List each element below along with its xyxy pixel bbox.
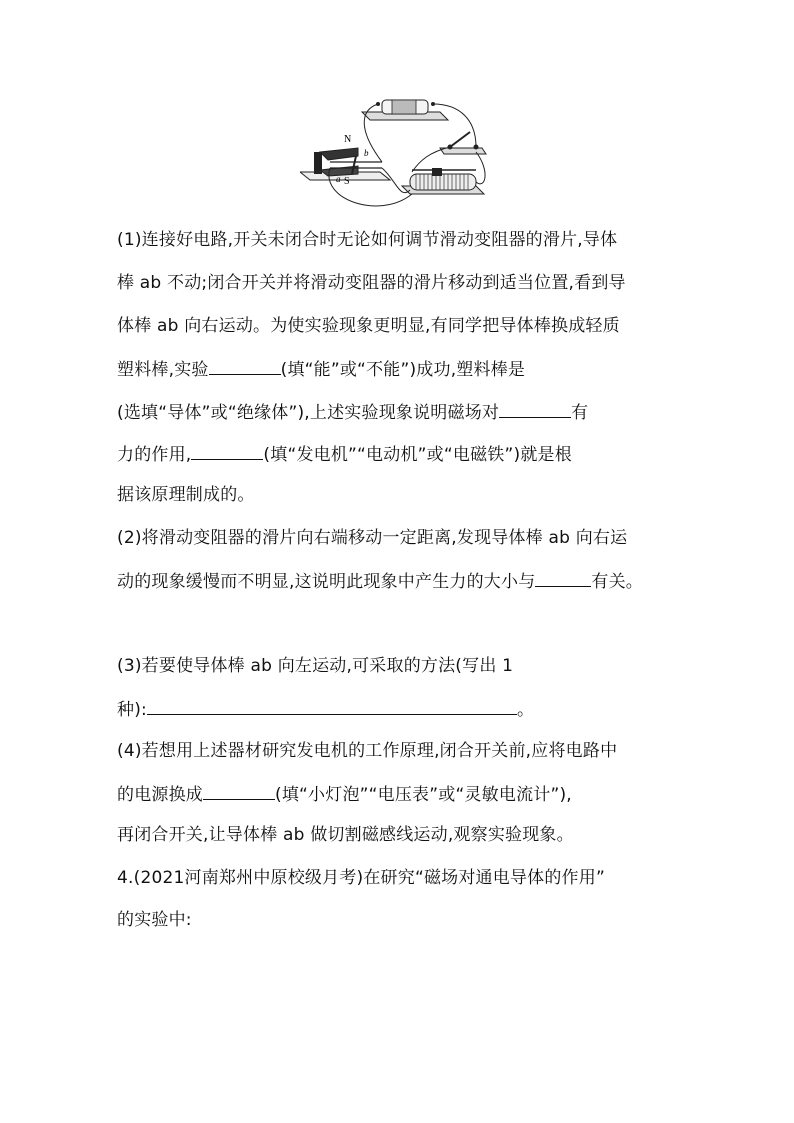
answer-blank-4[interactable]	[535, 568, 591, 587]
magnet-apparatus	[300, 134, 390, 187]
question-4-title: 4.(2021河南郑州中原校级月考)在研究“磁场对通电导体的作用”	[117, 868, 605, 888]
answer-blank-3[interactable]	[191, 441, 263, 460]
text-line-10: (3)若要使导体棒 ab 向左运动,可采取的方法(写出 1	[117, 656, 514, 676]
answer-blank-6[interactable]	[203, 781, 275, 800]
label-a: a	[336, 174, 341, 184]
label-b: b	[364, 148, 369, 158]
text-line-11	[117, 696, 534, 722]
text-segment: 有	[571, 403, 589, 423]
text-segment: 。	[516, 700, 535, 720]
text-line-4	[117, 356, 525, 382]
answer-blank-1[interactable]	[209, 356, 281, 375]
text-line-16: 的实验中:	[117, 910, 192, 930]
text-segment: (选填“导体”或“绝缘体”),上述实验现象说明磁场对	[117, 403, 500, 423]
text-line-9	[117, 568, 643, 594]
text-segment: 种):	[117, 700, 147, 720]
text-segment: 力的作用,	[117, 445, 192, 465]
battery	[362, 100, 448, 120]
answer-blank-2[interactable]	[499, 399, 571, 418]
text-segment: 有关。	[591, 572, 644, 592]
text-line-12: (4)若想用上述器材研究发电机的工作原理,闭合开关前,应将电路中	[117, 741, 618, 761]
switch	[440, 132, 486, 154]
rheostat	[402, 168, 484, 194]
label-n: N	[344, 134, 352, 145]
text-line-8: (2)将滑动变阻器的滑片向右端移动一定距离,发现导体棒 ab 向右运	[117, 528, 628, 548]
text-segment: 的电源换成	[117, 785, 203, 805]
text-line-5	[117, 399, 588, 425]
text-line-6	[117, 441, 572, 467]
text-segment: (填“能”或“不能”)成功,塑料棒是	[280, 360, 526, 380]
text-segment: 动的现象缓慢而不明显,这说明此现象中产生力的大小与	[117, 572, 536, 592]
text-segment: (填“发电机”“电动机”或“电磁铁”)就是根	[263, 445, 572, 465]
text-line-14: 再闭合开关,让导体棒 ab 做切割磁感线运动,观察实验现象。	[117, 825, 574, 845]
text-line-3: 体棒 ab 向右运动。为使实验现象更明显,有同学把导体棒换成轻质	[117, 316, 620, 336]
text-line-13	[117, 781, 572, 807]
answer-blank-5[interactable]	[147, 696, 517, 715]
label-s: S	[344, 176, 350, 187]
text-line-1: (1)连接好电路,开关未闭合时无论如何调节滑动变阻器的滑片,导体	[117, 230, 618, 250]
text-line-7: 据该原理制成的。	[117, 485, 255, 505]
text-segment: (填“小灯泡”“电压表”或“灵敏电流计”),	[275, 785, 572, 805]
circuit-figure	[300, 90, 496, 222]
text-line-2: 棒 ab 不动;闭合开关并将滑动变阻器的滑片移动到适当位置,看到导	[117, 273, 626, 293]
text-segment: 塑料棒,实验	[117, 360, 209, 380]
